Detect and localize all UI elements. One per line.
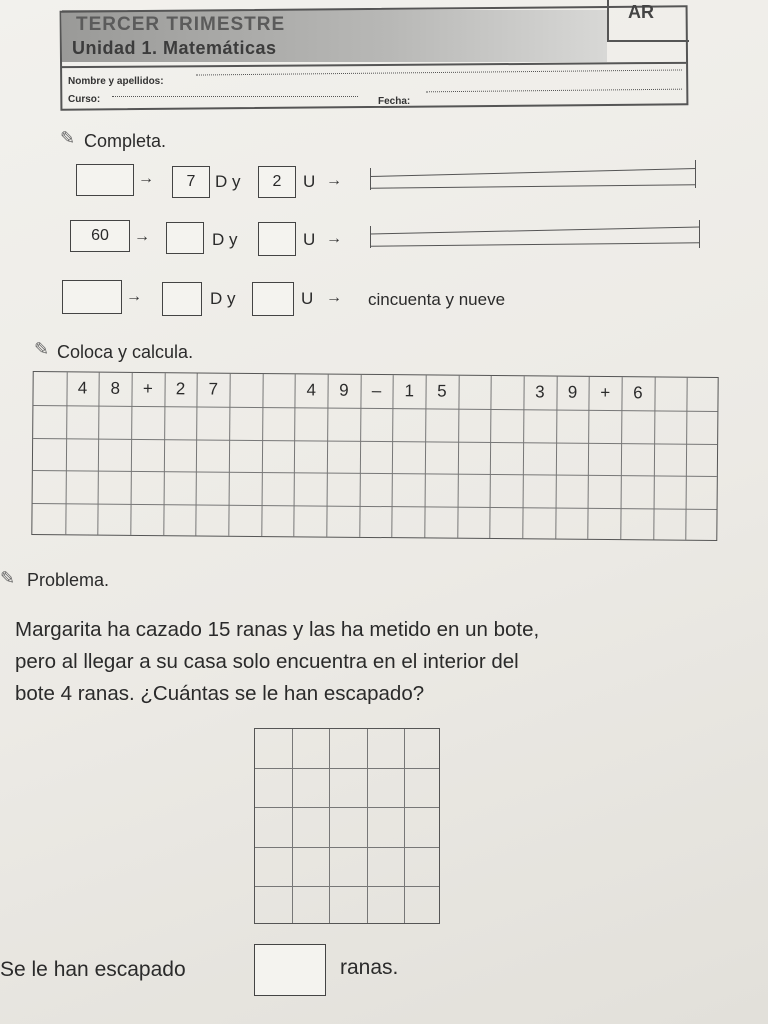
operation-digit: 3 — [535, 382, 545, 402]
operation-digit: 6 — [633, 383, 643, 403]
grid-line — [33, 470, 717, 477]
pencil-icon: ✎ — [60, 128, 76, 148]
answer-line-end — [695, 160, 696, 188]
answer-line-top — [370, 168, 696, 177]
grid-line — [33, 503, 717, 510]
completa-title: Completa. — [84, 131, 167, 151]
tens-box-3[interactable] — [162, 282, 202, 316]
operation-digit: 2 — [175, 379, 186, 399]
worksheet-code: AR — [628, 2, 654, 22]
problem-line-3: bote 4 ranas. ¿Cuántas se le han escapado? — [15, 682, 425, 705]
operation-digit: 7 — [208, 379, 219, 399]
answer-suffix: ranas. — [340, 956, 399, 979]
answer-line-end — [699, 220, 700, 248]
grid-line — [255, 847, 439, 848]
number-box-1[interactable] — [76, 164, 134, 196]
number-box-3[interactable] — [62, 280, 122, 314]
units-box-3[interactable] — [252, 282, 294, 316]
calculation-grid[interactable] — [31, 371, 718, 541]
operation-digit: 1 — [404, 381, 415, 401]
grid-line — [261, 374, 263, 536]
operation-digit: 4 — [77, 378, 88, 398]
problem-line-1: Margarita ha cazado 15 ranas y las ha metido en un bote, — [15, 618, 540, 641]
work-grid[interactable] — [254, 728, 440, 924]
units-box-1[interactable]: 2 — [258, 166, 296, 198]
name-label: Nombre y apellidos: — [68, 76, 164, 87]
answer-prefix: Se le han escapado — [0, 958, 186, 981]
grid-line — [490, 376, 492, 538]
answer-line-end — [370, 226, 371, 248]
operation-digit: 9 — [567, 382, 578, 402]
unit-title: Unidad 1. Matemáticas — [72, 38, 277, 58]
trimester-title: TERCER TRIMESTRE — [76, 14, 286, 35]
answer-box[interactable] — [254, 944, 326, 996]
grid-line — [292, 729, 293, 923]
arrow-icon: → — [326, 289, 342, 306]
operation-digit: + — [600, 382, 611, 403]
coloca-title: Coloca y calcula. — [57, 342, 194, 362]
operation-digit: 9 — [339, 380, 349, 400]
problema-title: Problema. — [27, 570, 110, 590]
arrow-icon: → — [134, 228, 150, 245]
grid-line — [255, 807, 439, 808]
grid-line — [367, 729, 368, 923]
operation-digit: – — [371, 380, 382, 401]
tens-label: D y — [215, 172, 241, 191]
grid-line — [33, 405, 717, 412]
units-label: U — [303, 172, 316, 191]
answer-line-top — [370, 227, 700, 235]
tens-box-1[interactable]: 7 — [172, 166, 210, 198]
units-label: U — [301, 289, 314, 308]
units-box-2[interactable] — [258, 222, 296, 256]
arrow-icon: → — [126, 288, 142, 305]
answer-line-bottom — [370, 242, 700, 246]
operation-digit: 4 — [306, 380, 317, 400]
number-box-2[interactable]: 60 — [70, 220, 130, 252]
answer-line-end — [370, 168, 371, 190]
grid-line — [686, 378, 688, 540]
answer-words-3: cincuenta y nueve — [368, 290, 506, 309]
date-label: Fecha: — [378, 96, 411, 107]
units-label: U — [303, 230, 316, 249]
grid-line — [33, 438, 717, 445]
tens-label: D y — [212, 230, 238, 249]
arrow-icon: → — [326, 172, 342, 189]
problem-line-2: pero al llegar a su casa solo encuentra en el interior del — [15, 650, 519, 673]
pencil-icon: ✎ — [0, 568, 16, 588]
tens-label: D y — [210, 289, 236, 308]
grid-line — [255, 886, 439, 887]
pencil-icon: ✎ — [34, 339, 50, 359]
answer-line-bottom — [370, 184, 696, 188]
operation-digit: 8 — [110, 378, 121, 398]
grid-line — [255, 768, 439, 769]
course-field[interactable] — [112, 96, 358, 97]
operation-digit: 5 — [437, 381, 447, 401]
course-label: Curso: — [68, 94, 101, 105]
arrow-icon: → — [138, 170, 154, 187]
grid-line — [329, 729, 330, 923]
tens-box-2[interactable] — [166, 222, 204, 254]
arrow-icon: → — [326, 230, 342, 247]
grid-line — [404, 729, 405, 923]
operation-digit: + — [142, 378, 153, 399]
